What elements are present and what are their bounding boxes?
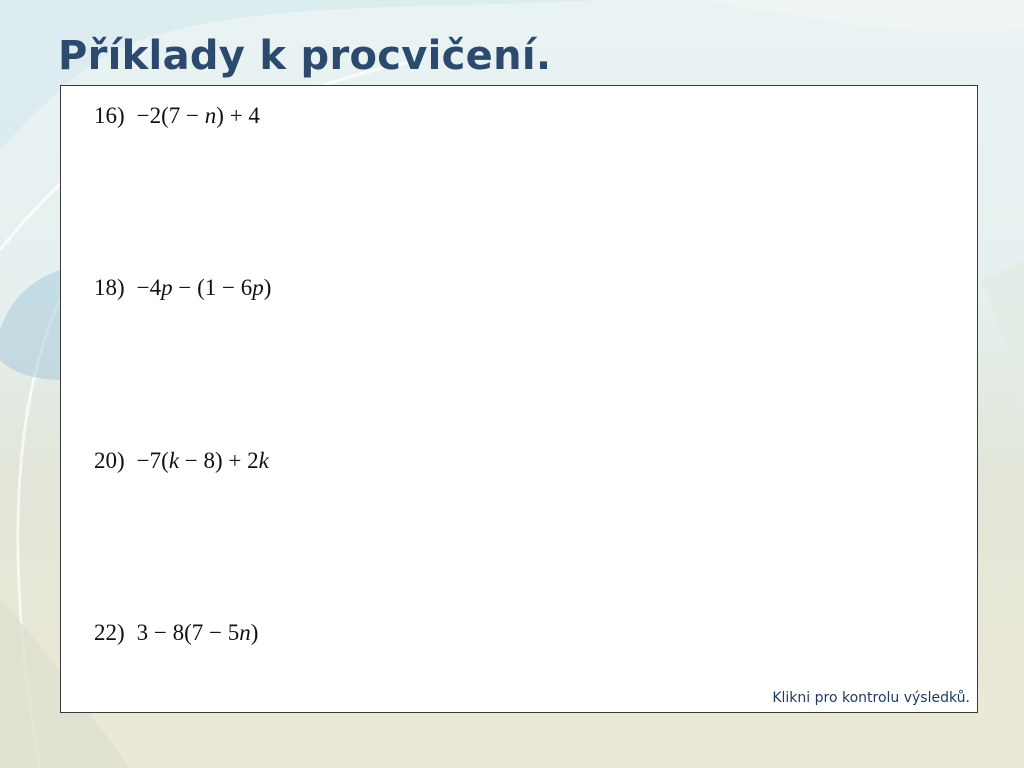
problem-item bbox=[94, 620, 258, 646]
math-term: −2(7 − bbox=[136, 103, 205, 128]
problem-expression bbox=[137, 620, 259, 645]
problem-item bbox=[94, 448, 269, 474]
problem-item bbox=[94, 103, 260, 129]
math-variable: p bbox=[252, 275, 264, 300]
problem-expression bbox=[137, 103, 260, 128]
math-variable: k bbox=[168, 448, 180, 473]
problem-number: 22) bbox=[94, 620, 125, 645]
problem-number: 18) bbox=[94, 275, 125, 300]
problem-number: 20) bbox=[94, 448, 125, 473]
problem-expression bbox=[137, 275, 272, 300]
math-variable: n bbox=[204, 103, 217, 128]
problem-item bbox=[94, 275, 271, 301]
math-term: −4 bbox=[136, 275, 162, 300]
check-results-link[interactable]: Klikni pro kontrolu výsledků. bbox=[772, 690, 970, 706]
problem-number: 16) bbox=[94, 103, 125, 128]
problem-expression bbox=[137, 448, 269, 473]
math-variable: p bbox=[161, 275, 173, 300]
math-term: −7( bbox=[136, 448, 169, 473]
math-variable: n bbox=[239, 620, 251, 645]
math-variable: k bbox=[258, 448, 269, 473]
math-term: − 8) + 2 bbox=[179, 448, 259, 473]
math-term: ) bbox=[250, 620, 259, 645]
math-term: 3 − 8(7 − 5 bbox=[136, 620, 240, 645]
math-term: ) bbox=[263, 275, 272, 300]
problems-box bbox=[60, 85, 978, 713]
math-term: ) + 4 bbox=[216, 103, 260, 128]
slide-title: Příklady k procvičení. bbox=[58, 33, 552, 79]
math-term: − (1 − 6 bbox=[172, 275, 253, 300]
